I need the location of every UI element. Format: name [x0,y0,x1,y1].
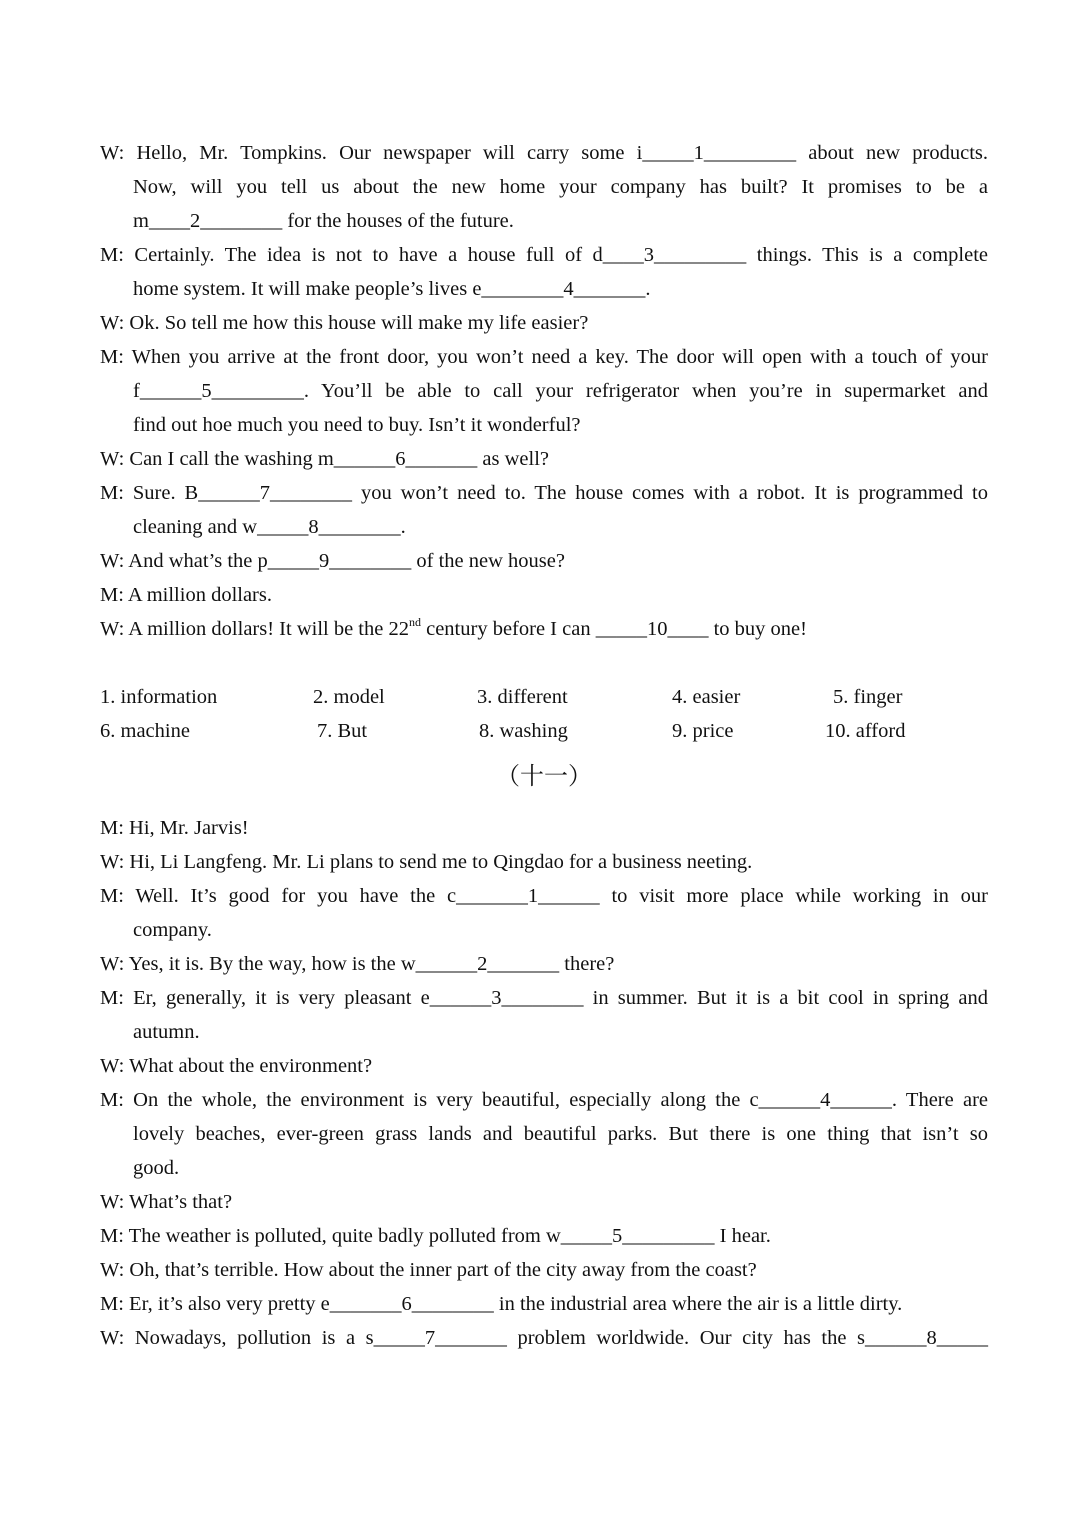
dialogue-line: M: Er, it’s also very pretty e_______6________ in the industrial area where the air is a little dirty. [100,1293,903,1315]
dialogue-line: W: Nowadays, pollution is a s_____7_______ problem worldwide. Our city has the s______8_____ [100,1327,988,1349]
dialogue-passage-10 [100,136,988,646]
dialogue-line: W: What’s that? [100,1191,233,1213]
dialogue-line: lovely beaches, ever-green grass lands and beautiful parks. But there is one thing that isn’t so [133,1123,988,1145]
answer-row [100,680,988,714]
answer-item: 6. machine [100,720,190,742]
answer-item: 2. model [313,686,385,708]
answer-row [100,714,988,748]
dialogue-line: M: A million dollars. [100,584,272,606]
dialogue-line: company. [133,919,212,941]
dialogue-line: M: Well. It’s good for you have the c_______1______ to visit more place while working in our [100,885,988,907]
answer-item: 10. afford [825,720,906,742]
line-text: W: A million dollars! It will be the 22 [100,618,409,640]
dialogue-passage-11 [100,811,988,1355]
answer-item: 3. different [477,686,568,708]
dialogue-line: M: Hi, Mr. Jarvis! [100,817,249,839]
dialogue-line: M: Certainly. The idea is not to have a house full of d____3_________ things. This is a complete [100,244,988,266]
section-title: （十一） [496,764,592,790]
dialogue-line: W: Yes, it is. By the way, how is the w______2_______ there? [100,953,615,975]
answer-item: 5. finger [833,686,903,708]
document-page [100,136,988,1355]
dialogue-line: W: Ok. So tell me how this house will make my life easier? [100,312,589,334]
answer-item: 9. price [672,720,734,742]
answer-item: 8. washing [479,720,568,742]
dialogue-line: home system. It will make people’s lives e________4_______. [133,278,651,300]
answer-item: 1. information [100,686,218,708]
dialogue-line: W: And what’s the p_____9________ of the new house? [100,550,565,572]
dialogue-line: good. [133,1157,180,1179]
dialogue-line: M: Er, generally, it is very pleasant e______3________ in summer. But it is a bit cool in spring and [100,987,988,1009]
answer-item: 7. But [317,720,368,742]
line-text: century before I can _____10____ to buy one! [420,618,807,640]
dialogue-line: W: What about the environment? [100,1055,373,1077]
dialogue-line: Now, will you tell us about the new home your company has built? It promises to be a [133,176,988,198]
dialogue-line: m____2________ for the houses of the future. [133,210,514,232]
ordinal-suffix: nd [408,615,421,629]
dialogue-line: M: The weather is polluted, quite badly polluted from w_____5_________ I hear. [100,1225,771,1247]
dialogue-line: M: When you arrive at the front door, you won’t need a key. The door will open with a touch of your [100,346,988,368]
dialogue-line: find out hoe much you need to buy. Isn’t it wonderful? [133,414,581,436]
dialogue-line: autumn. [133,1021,200,1043]
dialogue-line: W: Oh, that’s terrible. How about the inner part of the city away from the coast? [100,1259,757,1281]
dialogue-line: W: Hi, Li Langfeng. Mr. Li plans to send me to Qingdao for a business neeting. [100,851,753,873]
dialogue-line: f______5_________. You’ll be able to call your refrigerator when you’re in supermarket and [133,380,988,402]
answer-key [100,680,988,748]
dialogue-line: W: Can I call the washing m______6_______ as well? [100,448,550,470]
dialogue-line: M: Sure. B______7________ you won’t need to. The house comes with a robot. It is programmed to [100,482,988,504]
dialogue-line: cleaning and w_____8________. [133,516,406,538]
dialogue-line [100,612,988,646]
answer-item: 4. easier [672,686,741,708]
dialogue-line: W: Hello, Mr. Tompkins. Our newspaper will carry some i_____1_________ about new products. [100,142,988,164]
dialogue-line: M: On the whole, the environment is very beautiful, especially along the c______4______. There are [100,1089,988,1111]
